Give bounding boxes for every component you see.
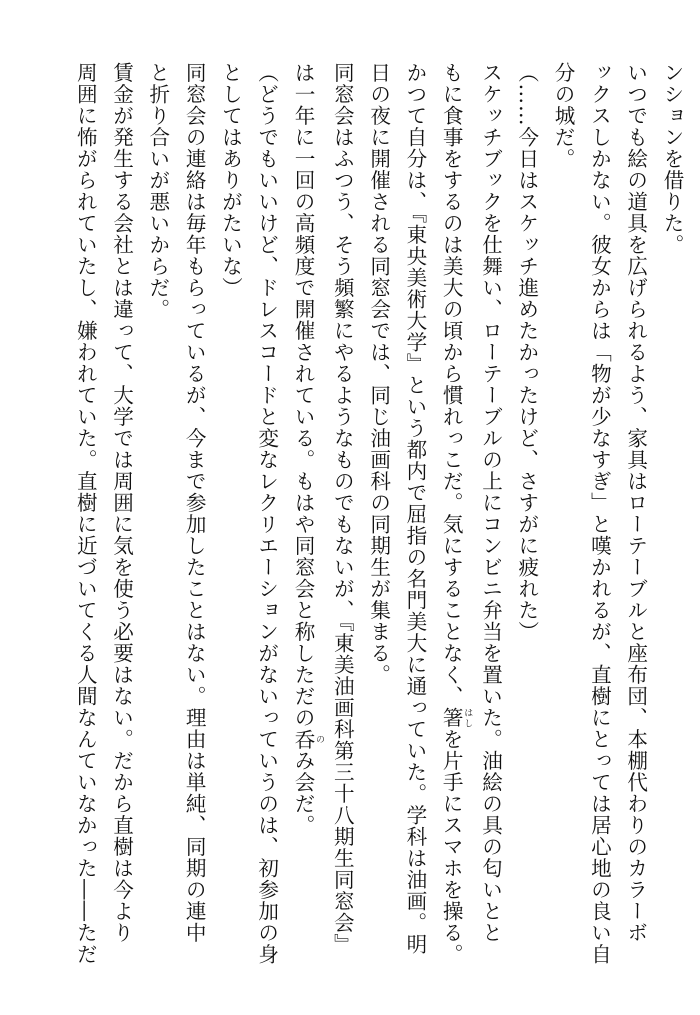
text-line-with-ruby [433, 62, 473, 965]
ruby-reading: はし [462, 707, 473, 729]
ruby-annotated-word [439, 707, 473, 729]
text-segment: もに食事をするのは美大の頃から慣れっこだ。気にすることなく、 [439, 62, 464, 707]
text-line-with-ruby [285, 62, 324, 957]
text-line: としてはありがたいな） [218, 62, 243, 299]
text-line: 同窓会の連絡は毎年もらっているが、今まで参加したことはない。理由は単純、同期の連中 [182, 62, 207, 944]
text-line: 日の夜に開催される同窓会では、同じ油画科の同期生が集まる。 [366, 62, 391, 686]
text-line: いつでも絵の道具を広げられるよう、家具はローテーブルと座布団、本棚代わりのカラーボ [623, 62, 648, 944]
text-line: （どうでもいいけど、ドレスコードと変なレクリエーションがないっていうのは、初参加の身 [254, 62, 279, 965]
ruby-annotated-word [291, 728, 325, 751]
text-line: ンションを借りた。 [660, 62, 684, 256]
text-line: 分の城だ。 [551, 62, 576, 170]
ruby-base: 箸 [439, 707, 464, 729]
ruby-reading: の [314, 728, 325, 750]
text-line: （……今日はスケッチ進めたかったけど、さすがに疲れた） [514, 62, 539, 643]
text-line: 賃金が発生する会社とは違って、大学では周囲に気を使う必要はない。だから直樹は今より [109, 62, 134, 944]
text-segment: は一年に一回の高頻度で開催されている。もはや同窓会と称しただの [291, 62, 316, 729]
text-line: 同窓会はふつう、そう頻繁にやるようなものでもないが、『東美油画科第三十八期生同窓会』 [330, 62, 355, 955]
vertical-text-body [67, 62, 690, 965]
text-line: スケッチブックを仕舞い、ローテーブルの上にコンビニ弁当を置いた。油絵の具の匂いとと [478, 62, 503, 944]
text-line: ックスしかない。彼女からは「物が少なすぎ」と嘆かれるが、直樹にとっては居心地の良い自 [587, 62, 612, 965]
text-segment: を片手にスマホを操る。 [439, 728, 464, 965]
text-line: かつて自分は、『東央美術大学』という都内で屈指の名門美大に通っていた。学科は油画。明 [402, 62, 427, 955]
text-line: 周囲に怖がられていたし、嫌われていた。直樹に近づいてくる人間なんていなかった――ただ [73, 62, 98, 965]
text-segment: み会だ。 [291, 750, 316, 836]
ruby-base: 呑 [291, 728, 316, 750]
text-line: と折り合いが悪いからだ。 [145, 62, 170, 320]
